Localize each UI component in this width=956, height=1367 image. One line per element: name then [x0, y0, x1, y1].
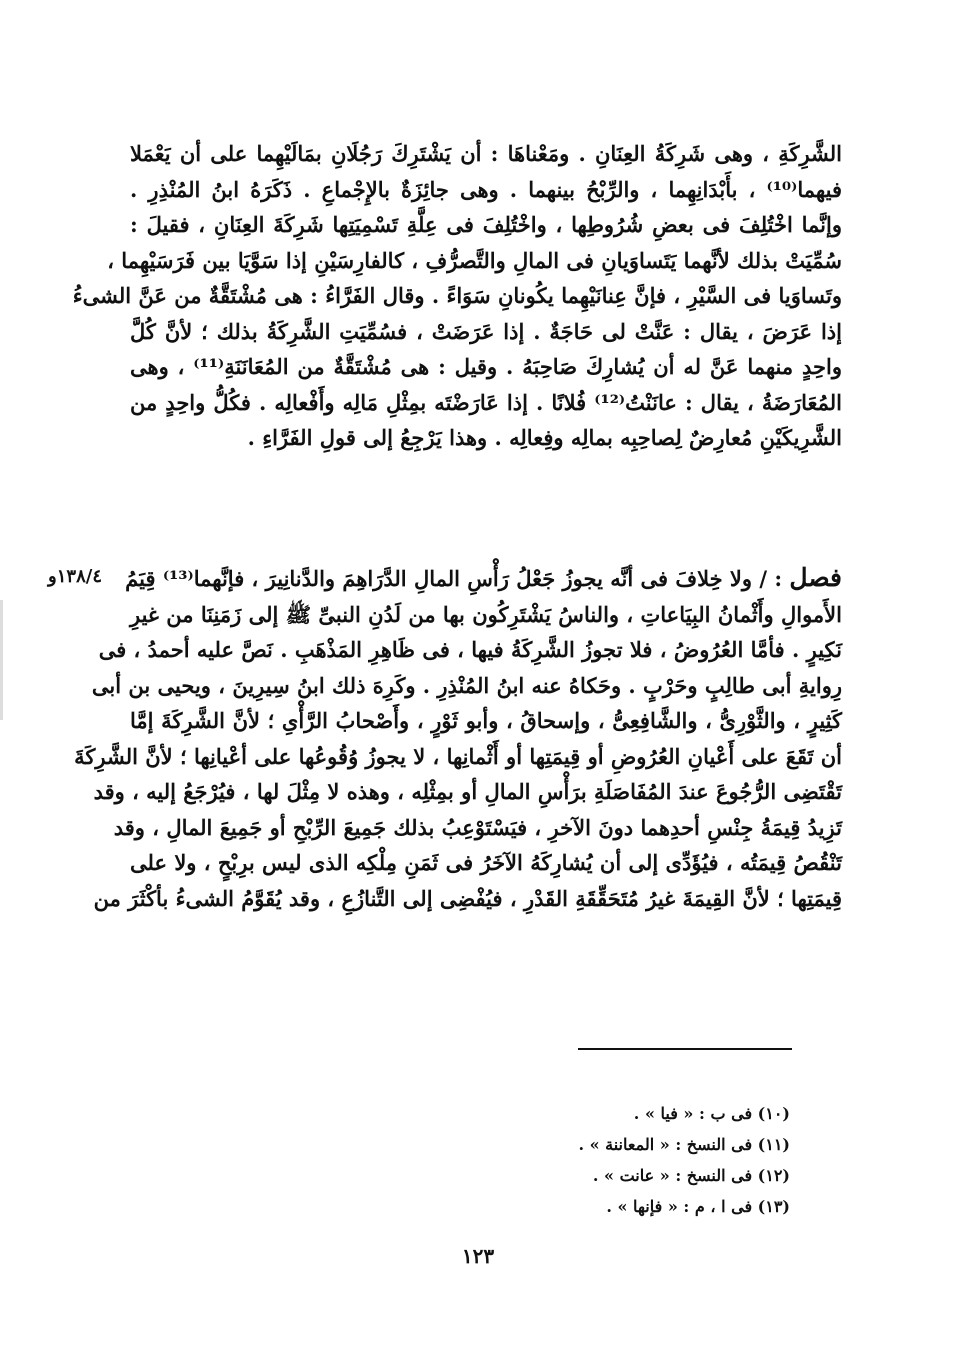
- folio-margin-note: ١٣٨/٤و: [48, 566, 102, 587]
- text-line: تَزِيدُ قِيمَةُ جِنْسِ أحدِهما دونَ الآخرِ ، فيَسْتَوْعِبُ بذلك جَمِيعَ الرِّبْحِ أو جَمِيعَ المالِ ، وقد: [113, 814, 842, 840]
- footnote: (١١) فى النسخ : « المعاننة » .: [578, 1135, 790, 1154]
- text-line: قِيمَتِها ؛ لأنَّ القِيمَةَ غيرُ مُتَحَقِّقَةِ القَدْرِ ، فيُفْضِى إلى التَّنازُعِ ، وقد يُقَوَّمُ الشىءُ بأكْثَرَ من: [93, 885, 842, 911]
- text-line: سُمِّيَتْ بذلك لأنَّهما يَتَساوَيانِ فى المالِ والتَّصرُّفِ ، كالفارِسَيْنِ إذا سَوَّيَا بين فَرَسَيْهِما ،: [107, 247, 842, 273]
- text-line: رِوايةِ أبى طالِبٍ وحَرْبٍ . وحَكاهُ عنه ابنُ المُنْذِرِ . وكَرِهَ ذلك ابنُ سِيرِينَ ، ويحيى بن أبى: [91, 672, 842, 698]
- text-line: الأَموالِ وأَثْمانُ البِيَاعاتِ ، والناسُ يَشْتَرِكُون بها من لَدُنِ النبىِّ ﷺ إلى زَمَنِنَا من غيرِ: [130, 601, 842, 627]
- footnote: (١٢) فى النسخ : « عانت » .: [592, 1166, 790, 1185]
- section-heading-fasl: فصل: [789, 563, 842, 592]
- footnote-separator: [578, 1048, 792, 1050]
- text-line: فيهما⁽¹⁰⁾ ، بأَبْدَانِهِما ، والرِّبْحُ بينهما . وهى جائِزَةٌ بالإِجْماعِ . ذَكَرَهُ ابنُ المُنْذِرِ .: [130, 176, 842, 202]
- text-line: وتَساوَيا فى السَّيْرِ ، فإنَّ عِنانَيْهِما يكُونانِ سَوَاءً . وقال الفَرَّاءُ : هى مُشْتَقَّةٌ من عَنَّ الشىءُ: [72, 283, 842, 308]
- footnote: (١٣) فى ا ، م : « فإنها » .: [606, 1197, 790, 1216]
- footnote: (١٠) فى ب : « فيا » .: [633, 1104, 790, 1123]
- text-line: إذا عَرَضَ ، يقال : عَنَّتْ لى حَاجَةٌ . إذا عَرَضَتْ ، فسُمِّيَتِ الشَّرِكَةُ بذلك ؛ لأنَّ كُلَّ: [130, 318, 842, 344]
- text-line: كَثِيرٍ ، والثَّوْرِىُّ ، والشَّافِعِىُّ ، وإسحاقُ ، وأبو ثَوْرٍ ، وأَصْحابُ الرَّأْىِ ؛ لأنَّ الشَّرِكَةَ إمَّا: [130, 708, 842, 733]
- footnotes: [470, 1098, 790, 1222]
- text-line: [125, 560, 842, 597]
- paragraph-shirkat-al-inan: [72, 136, 842, 456]
- text-line: واحِدٍ منهما عَنَّ له أن يُشارِكَ صَاحِبَهُ . وقيل : هى مُشْتَقَّةٌ من المُعَانَنَةِ⁽¹¹⁾ ، وهى: [130, 354, 842, 379]
- text-line: نَكِيرٍ . فأمَّا العُرُوضُ ، فلا تجوزُ الشَّرِكَةُ فيها ، فى ظَاهِرِ المَذْهَبِ . نَصَّ عليه أحمدُ ، فى: [98, 637, 842, 662]
- scan-edge-mark: [0, 600, 3, 720]
- text-line: الشَّرِكَةِ ، وهى شَرِكَةُ العِنَانِ . ومَعْناهَا : أن يَشْتَرِكَ رَجُلَانِ بمَالَيْهِما على أن يَعْمَلا: [130, 141, 842, 166]
- page-number: ١٢٣: [461, 1244, 495, 1268]
- text-line: وإنَّما اخْتُلِفَ فى بعضِ شُرُوطِها ، واخْتُلِفَ فى عِلَّةِ تَسْمِيَتِها شَرِكَةَ العِنَانِ ، فقيلَ :: [130, 212, 842, 237]
- text-line: أن تَقَعَ على أَعْيانِ العُرُوضِ أو قِيمَتِها أو أَثْمانِها ، لا يجوزُ وُقُوعُها على أعْيانِها ؛ لأنَّ الشَّرِكَةَ: [74, 743, 842, 769]
- text-line: الشَّرِيكَيْنِ مُعارِضٌ لِصاحِبِه بمالِه وفِعالِه . وهذا يَرْجِعُ إلى قولِ الفَرَّاءِ .: [247, 425, 842, 450]
- text-line: تَقْتَضِى الرُّجُوعَ عندَ المُفَاصَلَةِ برَأْسِ المالِ أو بمِثْلِه ، وهذه لا مِثْلَ لها ، فيُرْجَعُ إليه ، وقد: [93, 779, 842, 804]
- text-line: المُعَارَضَةُ ، يقال : عانَنْتُ⁽¹²⁾ فُلانًا . إذا عَارَضْتَه بمِثْلِ مَالِه وأَفْعالِه . فكُلُّ واحِدٍ من: [130, 389, 842, 415]
- text-line-content: : / ولا خِلافَ فى أنَّه يجوزُ جَعْلُ رَأْسِ المالِ الدَّرَاهِمَ والدَّنانِيرَ ، فإنَّهما⁽¹³⁾ قِيَمُ: [125, 566, 783, 591]
- text-line: تَنْقُصُ قِيمَتُه ، فيُؤَدِّى إلى أن يُشارِكَهُ الآخَرُ فى ثَمَنِ مِلْكِه الذى ليس برِبْحٍ ، ولا على: [130, 850, 842, 875]
